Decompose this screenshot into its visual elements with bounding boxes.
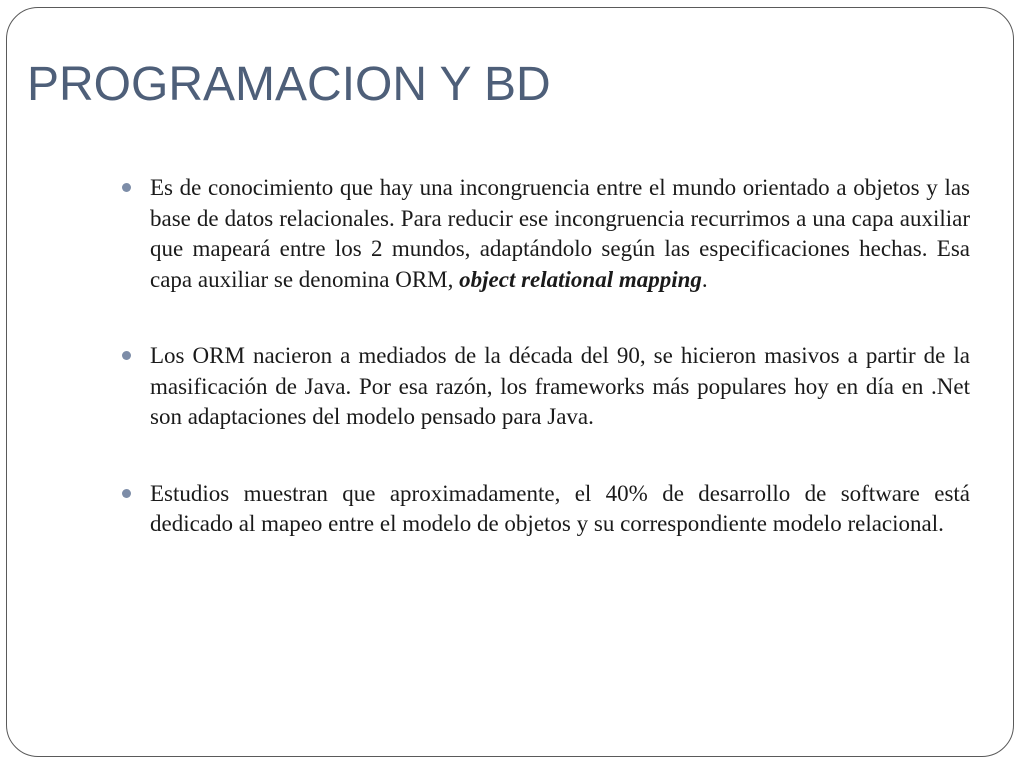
bullet-list <box>150 173 970 586</box>
bullet-emphasis: object relational mapping <box>459 266 702 292</box>
bullet-item-orm-statistics <box>150 479 970 540</box>
slide-title: PROGRAMACION Y BD <box>27 58 551 111</box>
bullet-dot-icon <box>122 489 131 498</box>
bullet-item-orm-definition <box>150 173 970 295</box>
bullet-item-orm-history <box>150 341 970 433</box>
bullet-dot-icon <box>122 183 131 192</box>
bullet-text: Estudios muestran que aproximadamente, el 40% de desarrollo de software está dedicado al mapeo entre el modelo de objetos y su correspondiente modelo relacional. <box>150 480 970 536</box>
bullet-text: Los ORM nacieron a mediados de la década del 90, se hicieron masivos a partir de la masificación de Java. Por esa razón, los frameworks más populares hoy en día en .Net son adaptaciones del modelo pensado para Java. <box>150 343 970 429</box>
slide-frame <box>6 7 1014 757</box>
bullet-dot-icon <box>122 351 131 360</box>
bullet-tail: . <box>701 266 708 292</box>
bullet-text: Es de conocimiento que hay una incongruencia entre el mundo orientado a objetos y las base de datos relacionales. Para reducir ese incongruencia recurrimos a una capa auxiliar que mapeará entre los 2 mundos, adaptándolo según las especificaciones hechas. Esa capa auxiliar se denomina ORM, <box>150 175 970 292</box>
